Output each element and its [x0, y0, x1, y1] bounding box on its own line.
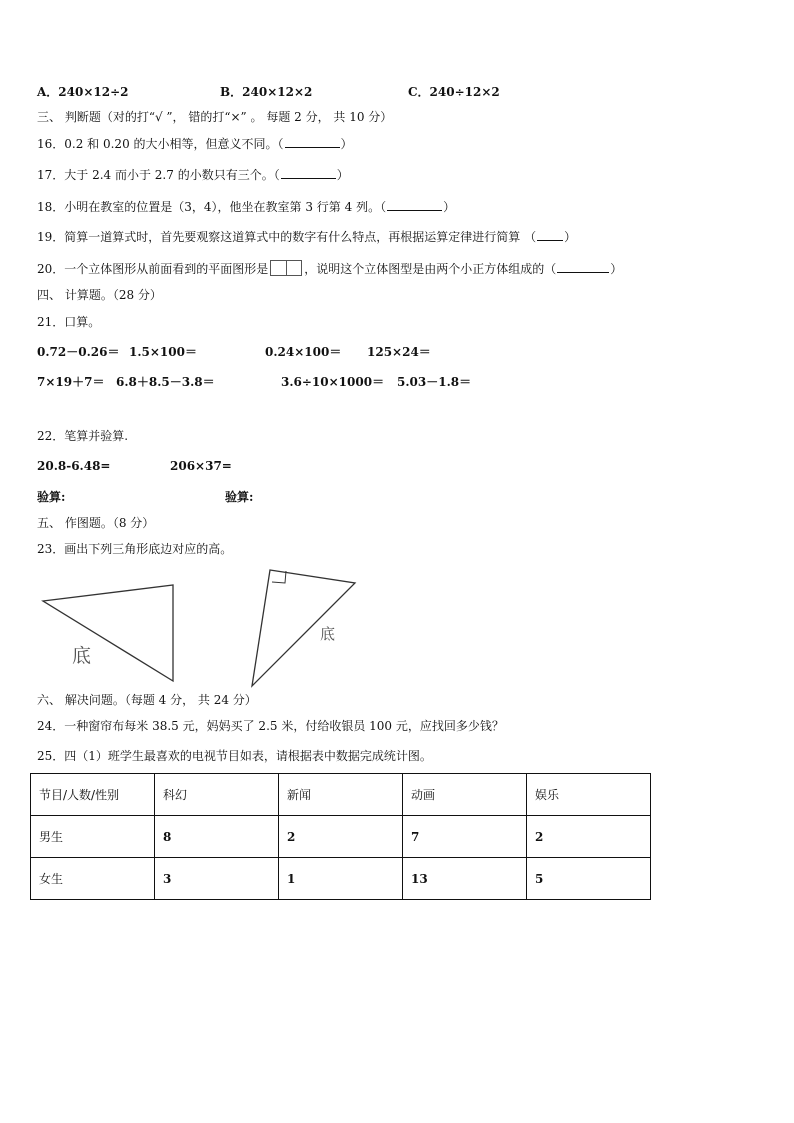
q19-answer-blank[interactable] — [537, 229, 563, 241]
written-calc-1: 20.8-6.48= — [37, 459, 111, 473]
question-24: 24．一种窗帘布每米 38.5 元，妈妈买了 2.5 米，付给收银员 100 元，应找回多少钱？ — [37, 719, 504, 733]
question-19 — [37, 229, 576, 245]
table-header-cell: 娱乐 — [527, 774, 651, 816]
q19-text: 19．简算一道算式时，首先要观察这道算式中的数字有什么特点，再根据运算定律进行简算 （ — [37, 230, 537, 244]
triangle-1-base-label: 底 — [72, 645, 92, 667]
option-c: C．240÷12×2 — [408, 85, 500, 99]
q16-end: ） — [340, 137, 353, 151]
option-b: B．240×12×2 — [220, 85, 313, 99]
question-25: 25．四（1）班学生最喜欢的电视节目如表，请根据表中数据完成统计图。 — [37, 749, 432, 763]
mental-calc-5: 7×19＋7＝ — [37, 375, 105, 389]
tv-preference-table — [30, 773, 651, 900]
question-16 — [37, 136, 353, 152]
table-cell: 1 — [279, 858, 403, 900]
section-5-title: 五、 作图题。（8 分） — [37, 516, 155, 530]
question-20 — [37, 260, 622, 277]
mental-calc-2: 1.5×100＝ — [129, 345, 197, 359]
q20-answer-blank[interactable] — [557, 261, 609, 273]
table-cell: 2 — [527, 816, 651, 858]
q18-answer-blank[interactable] — [387, 199, 442, 211]
mental-calc-7: 3.6÷10×1000＝ — [281, 375, 385, 389]
mental-calc-8: 5.03－1.8＝ — [397, 375, 472, 389]
q20-end: ） — [610, 262, 623, 276]
q16-answer-blank[interactable] — [285, 136, 340, 148]
option-a: A．240×12÷2 — [37, 85, 129, 99]
table-cell: 7 — [403, 816, 527, 858]
table-row — [31, 816, 651, 858]
two-squares-figure — [270, 260, 302, 276]
right-angle-mark — [272, 571, 286, 583]
triangle-1[interactable] — [43, 585, 173, 681]
written-calc-2: 206×37= — [170, 459, 232, 473]
mental-calc-4: 125×24＝ — [367, 345, 431, 359]
q17-text: 17．大于 2.4 而小于 2.7 的小数只有三个。（ — [37, 168, 280, 182]
question-22-title: 22．笔算并验算. — [37, 429, 129, 443]
question-18 — [37, 199, 455, 215]
q18-text: 18．小明在教室的位置是（3，4），他坐在教室第 3 行第 4 列。（ — [37, 200, 387, 214]
table-row — [31, 858, 651, 900]
question-21-title: 21．口算。 — [37, 315, 101, 329]
table-header-cell: 节目/人数/性别 — [31, 774, 155, 816]
q20-post: ，说明这个立体图型是由两个小正方体组成的（ — [304, 262, 557, 276]
check-label-2: 验算: — [225, 490, 254, 504]
q16-text: 16．0.2 和 0.20 的大小相等，但意义不同。（ — [37, 137, 284, 151]
q20-pre: 20．一个立体图形从前面看到的平面图形是 — [37, 262, 269, 276]
table-row-label: 男生 — [31, 816, 155, 858]
mental-calc-3: 0.24×100＝ — [265, 345, 342, 359]
question-23-title: 23．画出下列三角形底边对应的高。 — [37, 542, 233, 556]
triangle-2[interactable] — [252, 570, 355, 686]
section-3-title: 三、 判断题（对的打“√ ”， 错的打“×” 。 每题 2 分， 共 10 分） — [37, 110, 393, 124]
table-row-label: 女生 — [31, 858, 155, 900]
mental-calc-1: 0.72－0.26＝ — [37, 345, 120, 359]
table-header-cell: 科幻 — [155, 774, 279, 816]
question-17 — [37, 167, 349, 183]
check-label-1: 验算: — [37, 490, 66, 504]
section-4-title: 四、 计算题。（28 分） — [37, 288, 162, 302]
table-header-row — [31, 774, 651, 816]
table-cell: 3 — [155, 858, 279, 900]
q17-end: ） — [336, 168, 349, 182]
table-cell: 5 — [527, 858, 651, 900]
table-cell: 13 — [403, 858, 527, 900]
triangle-figures — [0, 565, 380, 695]
table-cell: 2 — [279, 816, 403, 858]
triangle-2-base-label: 底 — [320, 625, 336, 643]
q17-answer-blank[interactable] — [281, 167, 336, 179]
q18-end: ） — [443, 200, 456, 214]
table-header-cell: 新闻 — [279, 774, 403, 816]
section-6-title: 六、 解决问题。（每题 4 分， 共 24 分） — [37, 693, 257, 707]
table-header-cell: 动画 — [403, 774, 527, 816]
q19-end: ） — [564, 230, 577, 244]
table-cell: 8 — [155, 816, 279, 858]
mental-calc-6: 6.8＋8.5－3.8＝ — [116, 375, 215, 389]
